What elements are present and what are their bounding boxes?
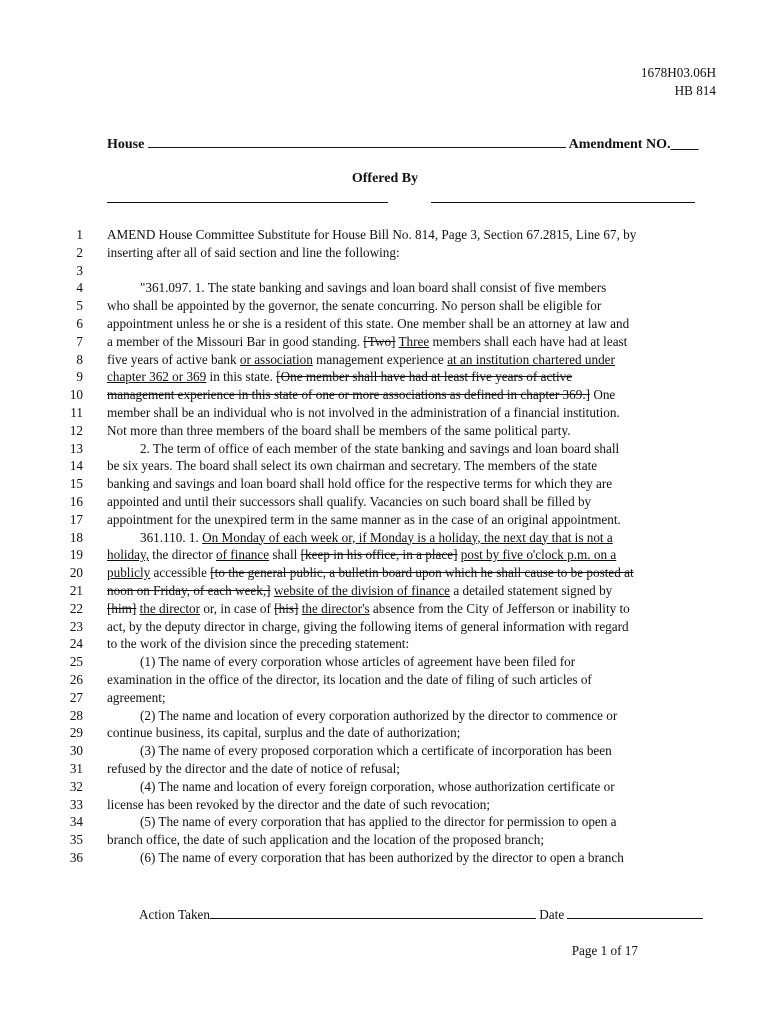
- inserted-text: the director: [139, 600, 201, 616]
- plain-text: or, in case of: [200, 600, 275, 616]
- text-line: [0, 422, 770, 440]
- plain-text: members shall each have had at least: [429, 333, 628, 349]
- line-text: [107, 831, 713, 849]
- text-line: [0, 262, 770, 280]
- line-text: [107, 529, 713, 547]
- line-text: [107, 778, 713, 796]
- plain-text: AMEND House Committee Substitute for House Bill No. 814, Page 3, Section 67.2815, Line 67, by: [107, 227, 637, 242]
- text-line: [0, 849, 770, 867]
- line-text: [107, 404, 713, 422]
- plain-text: the director: [149, 547, 217, 563]
- line-text: [107, 457, 713, 475]
- text-line: [0, 813, 770, 831]
- plain-text: accessible: [150, 565, 211, 581]
- line-text: [107, 475, 713, 493]
- text-line: [0, 742, 770, 760]
- line-text: [107, 315, 713, 333]
- inserted-text: post by five o'clock p.m. on a: [460, 547, 617, 563]
- inserted-text: or association: [239, 351, 313, 367]
- deleted-text: [One member shall have had at least five years of active: [276, 369, 573, 385]
- offered-by-signature-line-2: [431, 202, 695, 203]
- text-line: [0, 635, 770, 653]
- inserted-text: Three: [398, 333, 430, 349]
- line-text: [107, 351, 713, 369]
- plain-text: 361.110. 1.: [107, 529, 203, 545]
- line-text: [107, 724, 713, 742]
- plain-text: appointment unless he or she is a resident of this state. One member shall be an attorney at law and: [107, 315, 630, 331]
- text-line: [0, 671, 770, 689]
- line-number: 8: [76, 351, 83, 367]
- plain-text: a detailed statement signed by: [450, 582, 613, 598]
- bill-code: 1678H03.06H: [640, 65, 716, 80]
- plain-text: refused by the director and the date of notice of refusal;: [107, 760, 400, 776]
- plain-text: to the work of the division since the preceding statement:: [107, 636, 410, 652]
- action-taken-line: [139, 907, 703, 923]
- inserted-text: at an institution chartered under: [447, 351, 615, 367]
- line-number: 31: [69, 760, 83, 776]
- line-text: [107, 226, 713, 244]
- text-line: [0, 475, 770, 493]
- line-number: 9: [76, 369, 83, 385]
- line-number: 17: [69, 511, 83, 527]
- inserted-text: chapter 362 or 369: [107, 369, 207, 385]
- line-number: 19: [69, 547, 83, 563]
- plain-text: continue business, its capital, surplus and the date of authorization;: [107, 725, 461, 741]
- line-number: 35: [69, 832, 83, 848]
- inserted-text: the director's: [301, 600, 370, 616]
- page-number: Page 1 of 17: [571, 943, 638, 958]
- deleted-text: management experience in this state of one or more associations as defined in chapter 369.]: [107, 387, 591, 403]
- line-text: [107, 689, 713, 707]
- plain-text: who shall be appointed by the governor, the senate concurring. No person shall be eligible for: [107, 298, 602, 314]
- text-line: [0, 244, 770, 262]
- text-line: [0, 831, 770, 849]
- plain-text: examination in the office of the director, its location and the date of filing of such articles of: [107, 671, 592, 687]
- line-number: 7: [76, 333, 83, 349]
- house-blank: [148, 136, 566, 148]
- line-number: 3: [76, 262, 83, 278]
- plain-text: appointment for the unexpired term in the same manner as in the case of an original appointment.: [107, 511, 621, 527]
- action-taken-blank: [210, 907, 536, 919]
- amendment-body: [0, 226, 770, 867]
- text-line: [0, 653, 770, 671]
- text-line: [0, 404, 770, 422]
- line-number: 6: [76, 315, 83, 331]
- text-line: [0, 511, 770, 529]
- line-number: 4: [76, 280, 83, 296]
- plain-text: agreement;: [107, 689, 166, 705]
- text-line: [0, 618, 770, 636]
- plain-text: (5) The name of every corporation that has applied to the director for permission to open a: [107, 814, 617, 830]
- line-number: 24: [69, 636, 83, 652]
- line-text: [107, 422, 713, 440]
- line-text: [107, 297, 713, 315]
- line-number: 30: [69, 743, 83, 759]
- text-line: [0, 297, 770, 315]
- plain-text: a member of the Missouri Bar in good standing.: [107, 333, 364, 349]
- line-text: [107, 849, 713, 867]
- deleted-text: [his]: [274, 600, 299, 616]
- plain-text: management experience: [312, 351, 448, 367]
- line-text: [107, 564, 713, 582]
- text-line: [0, 546, 770, 564]
- line-number: 1: [76, 227, 83, 242]
- text-line: [0, 226, 770, 244]
- deleted-text: noon on Friday, of each week,]: [107, 582, 271, 598]
- plain-text: in this state.: [206, 369, 277, 385]
- line-number: 18: [69, 529, 83, 545]
- plain-text: appointed and until their successors shall qualify. Vacancies on such board shall be filled by: [107, 493, 592, 509]
- line-number: 20: [69, 565, 83, 581]
- text-line: [0, 796, 770, 814]
- line-number: 23: [69, 618, 83, 634]
- plain-text: (3) The name of every proposed corporation which a certificate of incorporation has been: [107, 743, 612, 759]
- offered-by-label: Offered By: [351, 171, 419, 186]
- deleted-text: [Two]: [363, 333, 396, 349]
- line-text: [107, 653, 713, 671]
- line-text: [107, 279, 713, 297]
- line-text: [107, 618, 713, 636]
- line-number: 5: [76, 298, 83, 314]
- text-line: [0, 315, 770, 333]
- line-number: 29: [69, 725, 83, 741]
- text-line: [0, 778, 770, 796]
- plain-text: One: [590, 387, 616, 403]
- line-number: 22: [69, 600, 83, 616]
- offered-by-signature-line-1: [107, 202, 388, 203]
- inserted-text: holiday,: [107, 547, 149, 563]
- plain-text: member shall be an individual who is not involved in the administration of a financial institution.: [107, 404, 620, 420]
- text-line: [0, 707, 770, 725]
- text-line: [0, 582, 770, 600]
- line-number: 12: [69, 422, 83, 438]
- plain-text: inserting after all of said section and line the following:: [107, 244, 400, 260]
- text-line: [0, 689, 770, 707]
- line-number: 11: [70, 404, 83, 420]
- line-text: [107, 546, 713, 564]
- line-number: 10: [69, 387, 83, 403]
- line-text: [107, 493, 713, 511]
- line-number: 25: [69, 654, 83, 670]
- plain-text: "361.097. 1. The state banking and savings and loan board shall consist of five members: [107, 280, 607, 296]
- line-text: [107, 244, 713, 262]
- line-text: [107, 635, 713, 653]
- text-line: [0, 333, 770, 351]
- action-taken-label: Action Taken: [139, 907, 210, 922]
- plain-text: (6) The name of every corporation that has been authorized by the director to open a branch: [107, 849, 624, 865]
- line-number: 33: [69, 796, 83, 812]
- line-text: [107, 760, 713, 778]
- line-number: 15: [69, 476, 83, 492]
- inserted-text: On Monday of each week or, if Monday is a holiday, the next day that is not a: [202, 529, 613, 545]
- line-number: 36: [69, 849, 83, 865]
- text-line: [0, 600, 770, 618]
- date-label: Date: [539, 907, 565, 922]
- amendment-line: [107, 136, 713, 153]
- text-line: [0, 564, 770, 582]
- line-number: 27: [69, 689, 83, 705]
- line-number: 14: [69, 458, 83, 474]
- text-line: [0, 493, 770, 511]
- line-text: [107, 813, 713, 831]
- line-text: [107, 511, 713, 529]
- line-number: 26: [69, 671, 83, 687]
- plain-text: (1) The name of every corporation whose articles of agreement have been filed for: [107, 654, 576, 670]
- text-line: [0, 440, 770, 458]
- line-number: 13: [69, 440, 83, 456]
- line-number: 2: [76, 244, 83, 260]
- line-text: [107, 333, 713, 351]
- bill-number: HB 814: [674, 83, 716, 98]
- plain-text: five years of active bank: [107, 351, 240, 367]
- plain-text: be six years. The board shall select its own chairman and secretary. The members of the state: [107, 458, 598, 474]
- date-blank: [567, 907, 703, 919]
- amendment-number-label: Amendment NO.____: [568, 137, 699, 152]
- line-number: 16: [69, 493, 83, 509]
- text-line: [0, 368, 770, 386]
- deleted-text: [keep in his office, in a place]: [300, 547, 458, 563]
- plain-text: shall: [269, 547, 301, 563]
- line-text: [107, 368, 713, 386]
- inserted-text: website of the division of finance: [273, 582, 451, 598]
- plain-text: absence from the City of Jefferson or inability to: [369, 600, 630, 616]
- line-text: [107, 600, 713, 618]
- text-line: [0, 760, 770, 778]
- line-text: [107, 440, 713, 458]
- text-line: [0, 457, 770, 475]
- inserted-text: of finance: [216, 547, 270, 563]
- line-number: 34: [69, 814, 83, 830]
- text-line: [0, 529, 770, 547]
- text-line: [0, 351, 770, 369]
- plain-text: branch office, the date of such application and the location of the proposed branch;: [107, 832, 544, 848]
- line-text: [107, 671, 713, 689]
- text-line: [0, 724, 770, 742]
- line-number: 32: [69, 778, 83, 794]
- house-label: House: [107, 137, 145, 152]
- text-line: [0, 279, 770, 297]
- line-text: [107, 582, 713, 600]
- line-text: [107, 386, 713, 404]
- inserted-text: publicly: [107, 565, 151, 581]
- deleted-text: [him]: [107, 600, 137, 616]
- plain-text: license has been revoked by the director and the date of such revocation;: [107, 796, 491, 812]
- plain-text: Not more than three members of the board shall be members of the same political party.: [107, 422, 571, 438]
- line-text: [107, 742, 713, 760]
- line-text: [107, 796, 713, 814]
- line-number: 21: [69, 582, 83, 598]
- text-line: [0, 386, 770, 404]
- plain-text: (4) The name and location of every foreign corporation, whose authorization certificate or: [107, 778, 615, 794]
- line-number: 28: [69, 707, 83, 723]
- deleted-text: [to the general public, a bulletin board upon which he shall cause to be posted at: [210, 565, 634, 581]
- plain-text: banking and savings and loan board shall hold office for the respective terms for which they are: [107, 476, 613, 492]
- plain-text: act, by the deputy director in charge, giving the following items of general information with regard: [107, 618, 629, 634]
- plain-text: 2. The term of office of each member of the state banking and savings and loan board shall: [107, 440, 620, 456]
- line-text: [107, 707, 713, 725]
- plain-text: (2) The name and location of every corporation authorized by the director to commence or: [107, 707, 618, 723]
